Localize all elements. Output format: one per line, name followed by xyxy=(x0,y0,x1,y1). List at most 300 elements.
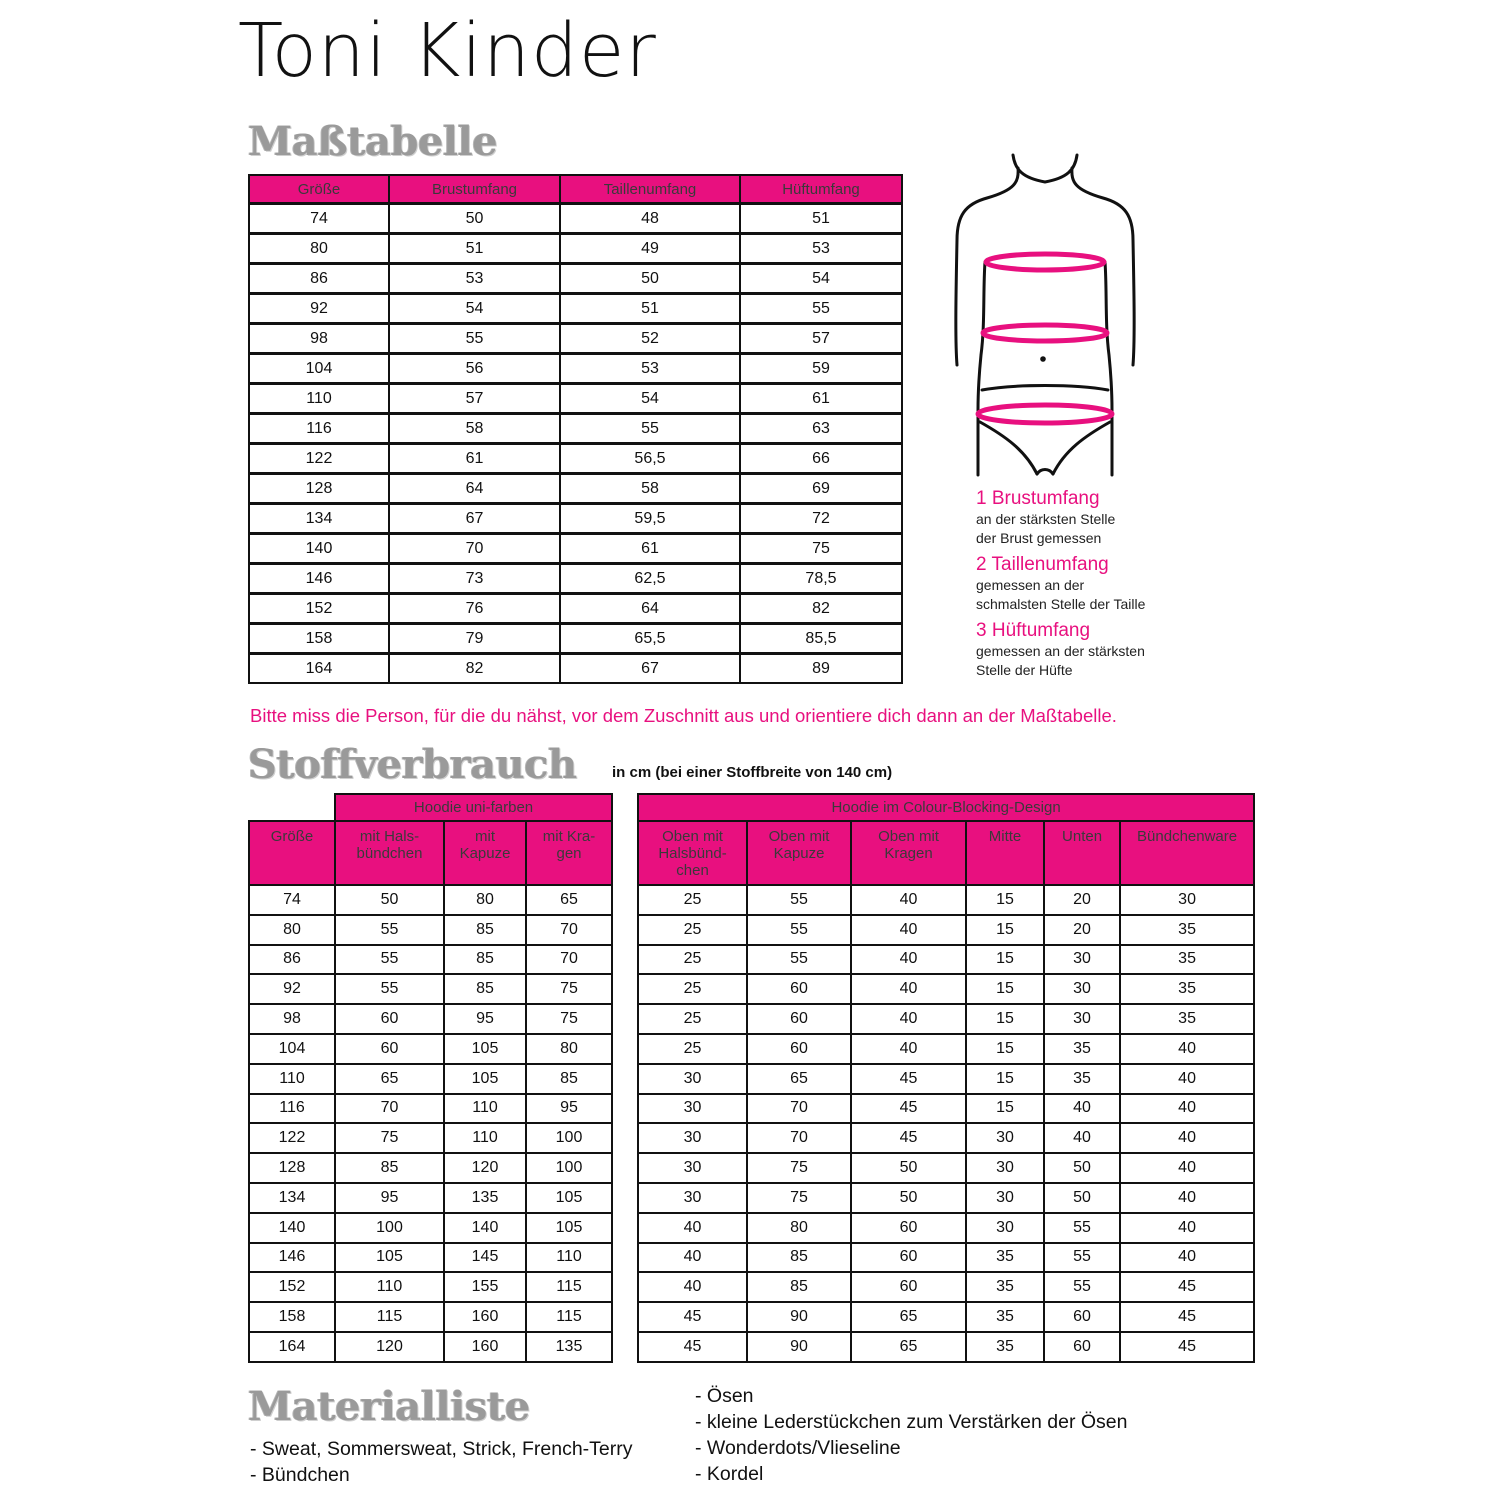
table-cell: 158 xyxy=(249,1302,335,1332)
table-cell: 90 xyxy=(747,1302,851,1332)
fabric-table xyxy=(248,793,1255,1363)
table-cell: 98 xyxy=(249,324,389,354)
table-cell: 70 xyxy=(747,1094,851,1124)
table-cell: 70 xyxy=(335,1094,444,1124)
table-row xyxy=(249,234,902,264)
table-row xyxy=(249,654,902,684)
size-chart-header-cell: Größe xyxy=(249,175,389,204)
table-cell: 65,5 xyxy=(560,624,740,654)
table-cell: 65 xyxy=(851,1332,966,1362)
material-item: - Kordel xyxy=(695,1463,764,1485)
legend-line: schmalsten Stelle der Taille xyxy=(976,596,1146,612)
table-cell: 40 xyxy=(851,885,966,915)
table-cell: 60 xyxy=(747,1004,851,1034)
empty-cell xyxy=(612,794,638,821)
table-cell: 52 xyxy=(560,324,740,354)
table-cell: 30 xyxy=(1120,885,1254,915)
table-row xyxy=(249,444,902,474)
table-cell: 40 xyxy=(1120,1034,1254,1064)
legend-line: der Brust gemessen xyxy=(976,530,1102,546)
table-cell: 45 xyxy=(1120,1272,1254,1302)
table-cell: 15 xyxy=(966,885,1044,915)
column-gap xyxy=(612,1302,638,1332)
table-row xyxy=(249,294,902,324)
table-row xyxy=(249,1272,1254,1302)
legend-item xyxy=(976,554,1145,614)
table-cell: 82 xyxy=(740,594,902,624)
table-cell: 164 xyxy=(249,654,389,684)
table-cell: 65 xyxy=(526,885,612,915)
table-cell: 55 xyxy=(1044,1243,1120,1273)
table-row xyxy=(249,414,902,444)
table-cell: 40 xyxy=(1120,1213,1254,1243)
table-cell: 54 xyxy=(389,294,560,324)
fabric-header-cell: Oben mit Kapuze xyxy=(747,821,851,885)
table-cell: 63 xyxy=(740,414,902,444)
table-cell: 35 xyxy=(1120,915,1254,945)
table-row xyxy=(249,624,902,654)
table-row xyxy=(249,974,1254,1004)
table-row xyxy=(249,1332,1254,1362)
table-cell: 15 xyxy=(966,945,1044,975)
table-row xyxy=(249,204,902,234)
table-cell: 85 xyxy=(444,945,526,975)
material-item: - kleine Lederstückchen zum Verstärken der Ösen xyxy=(695,1411,1128,1433)
column-gap xyxy=(612,1064,638,1094)
table-cell: 73 xyxy=(389,564,560,594)
table-cell: 104 xyxy=(249,354,389,384)
table-cell: 50 xyxy=(1044,1183,1120,1213)
table-cell: 56,5 xyxy=(560,444,740,474)
table-cell: 65 xyxy=(335,1064,444,1094)
table-row xyxy=(249,1213,1254,1243)
table-cell: 140 xyxy=(249,1213,335,1243)
table-cell: 40 xyxy=(1120,1094,1254,1124)
table-cell: 86 xyxy=(249,945,335,975)
size-chart-table xyxy=(248,174,903,684)
column-gap xyxy=(612,945,638,975)
table-cell: 75 xyxy=(335,1123,444,1153)
size-chart-header-cell: Taillenumfang xyxy=(560,175,740,204)
table-cell: 160 xyxy=(444,1332,526,1362)
table-cell: 50 xyxy=(389,204,560,234)
table-cell: 35 xyxy=(966,1302,1044,1332)
materials-list-left xyxy=(250,1436,633,1488)
table-cell: 80 xyxy=(249,234,389,264)
table-cell: 122 xyxy=(249,1123,335,1153)
table-cell: 146 xyxy=(249,1243,335,1273)
column-gap xyxy=(612,1332,638,1362)
table-cell: 40 xyxy=(1120,1243,1254,1273)
table-cell: 58 xyxy=(389,414,560,444)
table-cell: 40 xyxy=(851,1004,966,1034)
table-cell: 120 xyxy=(335,1332,444,1362)
fabric-unit-note: in cm (bei einer Stoffbreite von 140 cm) xyxy=(612,764,893,781)
table-cell: 85 xyxy=(747,1243,851,1273)
table-cell: 60 xyxy=(1044,1302,1120,1332)
table-cell: 116 xyxy=(249,1094,335,1124)
table-cell: 40 xyxy=(1120,1153,1254,1183)
table-row xyxy=(249,1064,1254,1094)
table-cell: 75 xyxy=(526,974,612,1004)
table-cell: 54 xyxy=(560,384,740,414)
table-cell: 72 xyxy=(740,504,902,534)
table-row xyxy=(249,1302,1254,1332)
table-cell: 90 xyxy=(747,1332,851,1362)
table-cell: 152 xyxy=(249,594,389,624)
table-cell: 55 xyxy=(747,945,851,975)
table-cell: 60 xyxy=(747,1034,851,1064)
table-cell: 75 xyxy=(747,1183,851,1213)
table-cell: 115 xyxy=(526,1272,612,1302)
table-cell: 80 xyxy=(526,1034,612,1064)
table-cell: 80 xyxy=(747,1213,851,1243)
table-cell: 20 xyxy=(1044,885,1120,915)
table-cell: 95 xyxy=(526,1094,612,1124)
table-cell: 100 xyxy=(526,1123,612,1153)
table-cell: 59 xyxy=(740,354,902,384)
materials-list-right xyxy=(695,1383,1127,1487)
table-cell: 105 xyxy=(335,1243,444,1273)
table-cell: 59,5 xyxy=(560,504,740,534)
table-row xyxy=(249,384,902,414)
fabric-header-cell: Unten xyxy=(1044,821,1120,885)
table-cell: 122 xyxy=(249,444,389,474)
table-cell: 82 xyxy=(389,654,560,684)
table-cell: 57 xyxy=(740,324,902,354)
table-cell: 62,5 xyxy=(560,564,740,594)
table-cell: 35 xyxy=(966,1243,1044,1273)
legend-title: 2 Taillenumfang xyxy=(976,554,1109,575)
table-row xyxy=(249,1243,1254,1273)
table-row xyxy=(249,594,902,624)
materials-heading: Materialliste xyxy=(248,1383,530,1430)
table-cell: 48 xyxy=(560,204,740,234)
table-cell: 30 xyxy=(1044,945,1120,975)
table-cell: 105 xyxy=(526,1213,612,1243)
table-cell: 80 xyxy=(249,915,335,945)
table-cell: 60 xyxy=(851,1272,966,1302)
table-cell: 40 xyxy=(1044,1094,1120,1124)
column-gap xyxy=(612,915,638,945)
table-cell: 55 xyxy=(389,324,560,354)
table-cell: 79 xyxy=(389,624,560,654)
column-gap xyxy=(612,885,638,915)
table-cell: 51 xyxy=(740,204,902,234)
table-cell: 30 xyxy=(638,1094,747,1124)
column-gap xyxy=(612,1034,638,1064)
table-cell: 25 xyxy=(638,945,747,975)
table-cell: 40 xyxy=(1120,1183,1254,1213)
table-cell: 75 xyxy=(747,1153,851,1183)
table-cell: 51 xyxy=(389,234,560,264)
table-cell: 116 xyxy=(249,414,389,444)
table-cell: 105 xyxy=(444,1064,526,1094)
table-cell: 61 xyxy=(389,444,560,474)
table-row xyxy=(249,474,902,504)
table-row xyxy=(249,264,902,294)
table-cell: 35 xyxy=(1044,1064,1120,1094)
table-cell: 92 xyxy=(249,974,335,1004)
table-cell: 55 xyxy=(1044,1272,1120,1302)
table-cell: 64 xyxy=(560,594,740,624)
table-cell: 110 xyxy=(335,1272,444,1302)
table-cell: 76 xyxy=(389,594,560,624)
table-cell: 98 xyxy=(249,1004,335,1034)
table-row xyxy=(249,1094,1254,1124)
column-gap xyxy=(612,1123,638,1153)
table-row xyxy=(249,324,902,354)
table-cell: 66 xyxy=(740,444,902,474)
table-cell: 75 xyxy=(526,1004,612,1034)
table-cell: 70 xyxy=(389,534,560,564)
table-cell: 164 xyxy=(249,1332,335,1362)
page-title: Toni Kinder xyxy=(238,8,657,94)
table-cell: 15 xyxy=(966,1004,1044,1034)
table-cell: 89 xyxy=(740,654,902,684)
table-cell: 30 xyxy=(966,1213,1044,1243)
table-cell: 95 xyxy=(444,1004,526,1034)
table-cell: 70 xyxy=(526,915,612,945)
table-cell: 55 xyxy=(335,974,444,1004)
empty-cell xyxy=(249,794,335,821)
table-cell: 60 xyxy=(1044,1332,1120,1362)
table-cell: 158 xyxy=(249,624,389,654)
table-row xyxy=(249,915,1254,945)
legend-line: gemessen an der xyxy=(976,577,1085,593)
table-cell: 105 xyxy=(444,1034,526,1064)
legend-item xyxy=(976,620,1145,680)
table-row xyxy=(249,885,1254,915)
table-cell: 135 xyxy=(526,1332,612,1362)
table-cell: 155 xyxy=(444,1272,526,1302)
legend-title: 3 Hüftumfang xyxy=(976,620,1091,641)
fabric-header-cell: Mitte xyxy=(966,821,1044,885)
table-cell: 128 xyxy=(249,474,389,504)
table-row xyxy=(249,1153,1254,1183)
table-cell: 146 xyxy=(249,564,389,594)
body-measurement-illustration xyxy=(945,150,1145,480)
material-item: - Ösen xyxy=(695,1385,754,1407)
table-row xyxy=(249,945,1254,975)
table-cell: 25 xyxy=(638,885,747,915)
table-cell: 85 xyxy=(526,1064,612,1094)
table-cell: 30 xyxy=(966,1183,1044,1213)
table-row xyxy=(249,1123,1254,1153)
table-cell: 86 xyxy=(249,264,389,294)
table-row xyxy=(249,1034,1254,1064)
table-cell: 60 xyxy=(851,1243,966,1273)
table-cell: 64 xyxy=(389,474,560,504)
table-cell: 55 xyxy=(335,945,444,975)
table-cell: 40 xyxy=(851,915,966,945)
table-cell: 25 xyxy=(638,1004,747,1034)
table-cell: 25 xyxy=(638,915,747,945)
table-cell: 78,5 xyxy=(740,564,902,594)
table-cell: 30 xyxy=(966,1153,1044,1183)
table-cell: 30 xyxy=(638,1123,747,1153)
table-cell: 50 xyxy=(560,264,740,294)
table-cell: 85 xyxy=(335,1153,444,1183)
table-cell: 49 xyxy=(560,234,740,264)
fabric-header-cell: mit Kapuze xyxy=(444,821,526,885)
table-cell: 60 xyxy=(335,1034,444,1064)
table-cell: 35 xyxy=(1120,945,1254,975)
table-cell: 40 xyxy=(1120,1064,1254,1094)
table-cell: 60 xyxy=(851,1213,966,1243)
table-cell: 40 xyxy=(638,1243,747,1273)
table-cell: 45 xyxy=(851,1094,966,1124)
table-cell: 104 xyxy=(249,1034,335,1064)
table-cell: 56 xyxy=(389,354,560,384)
legend-line: an der stärksten Stelle xyxy=(976,511,1116,527)
size-chart-header-cell: Hüftumfang xyxy=(740,175,902,204)
table-cell: 55 xyxy=(335,915,444,945)
table-cell: 50 xyxy=(1044,1153,1120,1183)
table-cell: 140 xyxy=(249,534,389,564)
fabric-header-cell: mit Kra- gen xyxy=(526,821,612,885)
table-cell: 15 xyxy=(966,974,1044,1004)
table-cell: 152 xyxy=(249,1272,335,1302)
table-row xyxy=(249,534,902,564)
table-cell: 110 xyxy=(444,1094,526,1124)
fabric-header-cell: Oben mit Kragen xyxy=(851,821,966,885)
table-cell: 25 xyxy=(638,974,747,1004)
table-cell: 70 xyxy=(747,1123,851,1153)
table-cell: 55 xyxy=(740,294,902,324)
table-row xyxy=(249,1004,1254,1034)
column-gap xyxy=(612,1213,638,1243)
table-row xyxy=(249,354,902,384)
legend-line: gemessen an der stärksten xyxy=(976,643,1145,659)
legend-line: Stelle der Hüfte xyxy=(976,662,1073,678)
table-cell: 92 xyxy=(249,294,389,324)
table-cell: 55 xyxy=(747,885,851,915)
table-cell: 67 xyxy=(560,654,740,684)
table-cell: 85 xyxy=(444,974,526,1004)
table-cell: 85,5 xyxy=(740,624,902,654)
table-cell: 61 xyxy=(560,534,740,564)
table-cell: 85 xyxy=(444,915,526,945)
table-cell: 135 xyxy=(444,1183,526,1213)
column-gap xyxy=(612,1004,638,1034)
table-cell: 80 xyxy=(444,885,526,915)
fabric-header-cell: Oben mit Halsbünd- chen xyxy=(638,821,747,885)
column-gap xyxy=(612,821,638,885)
table-cell: 60 xyxy=(335,1004,444,1034)
table-cell: 140 xyxy=(444,1213,526,1243)
table-cell: 15 xyxy=(966,1034,1044,1064)
table-cell: 35 xyxy=(1120,1004,1254,1034)
table-cell: 45 xyxy=(851,1123,966,1153)
table-cell: 55 xyxy=(1044,1213,1120,1243)
table-cell: 45 xyxy=(1120,1302,1254,1332)
legend-item xyxy=(976,488,1145,548)
table-cell: 65 xyxy=(851,1302,966,1332)
table-cell: 40 xyxy=(851,1034,966,1064)
table-cell: 40 xyxy=(851,945,966,975)
table-cell: 65 xyxy=(747,1064,851,1094)
column-gap xyxy=(612,1094,638,1124)
table-cell: 160 xyxy=(444,1302,526,1332)
table-cell: 145 xyxy=(444,1243,526,1273)
table-cell: 51 xyxy=(560,294,740,324)
table-cell: 57 xyxy=(389,384,560,414)
table-cell: 15 xyxy=(966,915,1044,945)
table-cell: 120 xyxy=(444,1153,526,1183)
table-cell: 75 xyxy=(740,534,902,564)
table-cell: 40 xyxy=(638,1213,747,1243)
table-cell: 110 xyxy=(249,384,389,414)
table-cell: 53 xyxy=(560,354,740,384)
table-cell: 128 xyxy=(249,1153,335,1183)
measurement-legend xyxy=(976,488,1145,680)
table-cell: 69 xyxy=(740,474,902,504)
table-cell: 40 xyxy=(1044,1123,1120,1153)
measurement-note: Bitte miss die Person, für die du nähst, vor dem Zuschnitt aus und orientiere dich dann an der Maßtabelle. xyxy=(250,705,1117,726)
table-row xyxy=(249,1183,1254,1213)
table-cell: 105 xyxy=(526,1183,612,1213)
table-cell: 30 xyxy=(638,1064,747,1094)
table-cell: 15 xyxy=(966,1094,1044,1124)
table-cell: 95 xyxy=(335,1183,444,1213)
column-gap xyxy=(612,1183,638,1213)
table-cell: 74 xyxy=(249,885,335,915)
table-cell: 15 xyxy=(966,1064,1044,1094)
fabric-header-cell: Bündchenware xyxy=(1120,821,1254,885)
table-cell: 40 xyxy=(638,1272,747,1302)
table-cell: 30 xyxy=(638,1153,747,1183)
column-gap xyxy=(612,1243,638,1273)
table-cell: 30 xyxy=(1044,1004,1120,1034)
table-cell: 85 xyxy=(747,1272,851,1302)
table-cell: 115 xyxy=(526,1302,612,1332)
group-header-colour-blocking: Hoodie im Colour-Blocking-Design xyxy=(638,794,1254,821)
fabric-heading: Stoffverbrauch xyxy=(248,741,577,788)
table-cell: 115 xyxy=(335,1302,444,1332)
fabric-header-cell: mit Hals- bündchen xyxy=(335,821,444,885)
table-cell: 134 xyxy=(249,504,389,534)
size-chart-heading: Maßtabelle xyxy=(248,118,498,165)
table-cell: 110 xyxy=(444,1123,526,1153)
column-gap xyxy=(612,1272,638,1302)
table-cell: 54 xyxy=(740,264,902,294)
table-cell: 45 xyxy=(851,1064,966,1094)
table-cell: 110 xyxy=(249,1064,335,1094)
table-cell: 35 xyxy=(1044,1034,1120,1064)
table-cell: 30 xyxy=(1044,974,1120,1004)
table-cell: 55 xyxy=(747,915,851,945)
material-item: - Sweat, Sommersweat, Strick, French-Terry xyxy=(250,1438,633,1460)
table-cell: 53 xyxy=(389,264,560,294)
column-gap xyxy=(612,974,638,1004)
table-cell: 45 xyxy=(1120,1332,1254,1362)
table-cell: 100 xyxy=(335,1213,444,1243)
table-cell: 70 xyxy=(526,945,612,975)
table-cell: 60 xyxy=(747,974,851,1004)
table-cell: 67 xyxy=(389,504,560,534)
table-cell: 35 xyxy=(1120,974,1254,1004)
table-cell: 45 xyxy=(638,1332,747,1362)
table-cell: 30 xyxy=(966,1123,1044,1153)
table-cell: 50 xyxy=(851,1153,966,1183)
material-item: - Wonderdots/Vlieseline xyxy=(695,1437,901,1459)
table-row xyxy=(249,504,902,534)
table-cell: 50 xyxy=(851,1183,966,1213)
table-cell: 45 xyxy=(638,1302,747,1332)
table-cell: 40 xyxy=(851,974,966,1004)
table-cell: 100 xyxy=(526,1153,612,1183)
